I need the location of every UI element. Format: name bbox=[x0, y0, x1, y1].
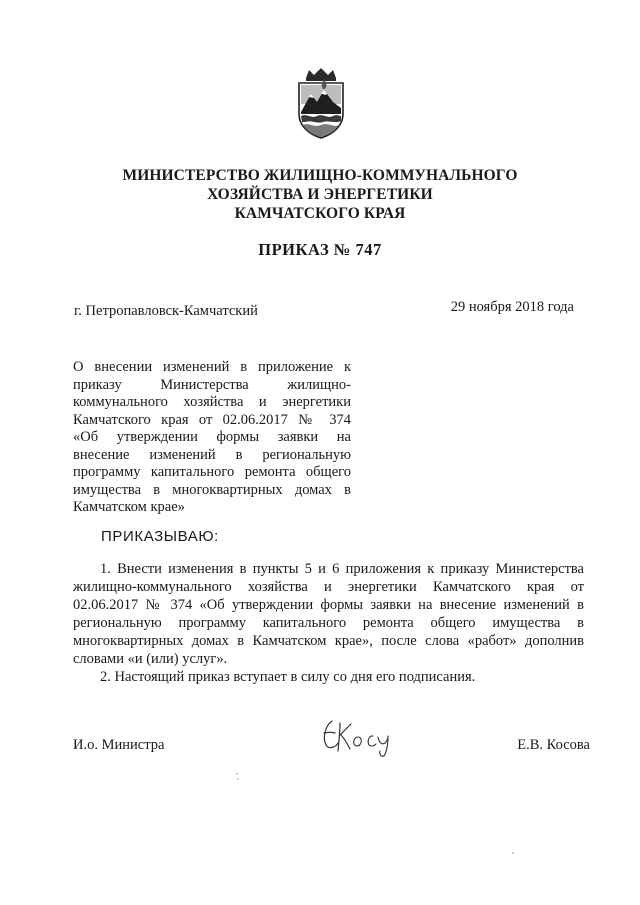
scan-speck bbox=[237, 778, 239, 780]
ministry-name-line: КАМЧАТСКОГО КРАЯ bbox=[234, 205, 406, 222]
subject-line: Камчатском крае» bbox=[73, 499, 185, 515]
kamchatka-coat-of-arms-icon bbox=[289, 68, 353, 140]
order-date: 29 ноября 2018 года bbox=[450, 299, 574, 315]
subject-line: имущества в многоквартирных домах в bbox=[73, 481, 351, 498]
signer-name: Е.В. Косова bbox=[517, 737, 590, 753]
subject-line: О внесении изменений в приложение к bbox=[73, 359, 351, 375]
subject-line: Камчатского края от 02.06.2017 № 374 bbox=[73, 411, 351, 428]
subject-line: «Об утверждении формы заявки на bbox=[73, 429, 351, 445]
ministry-name-line: МИНИСТЕРСТВО ЖИЛИЩНО-КОММУНАЛЬНОГО bbox=[122, 167, 518, 184]
decree-word: ПРИКАЗЫВАЮ: bbox=[101, 528, 219, 545]
ministry-name-line: ХОЗЯЙСТВА И ЭНЕРГЕТИКИ bbox=[207, 186, 433, 203]
order-subject bbox=[73, 359, 351, 517]
subject-line: коммунального хозяйства и энергетики bbox=[73, 394, 351, 410]
body-line: 02.06.2017 № 374 «Об утверждении формы заявки на внесение изменений в bbox=[73, 597, 584, 613]
signer-title: И.о. Министра bbox=[73, 737, 165, 753]
body-line: 1. Внести изменения в пункты 5 и 6 приложения к приказу Министерства bbox=[100, 561, 584, 577]
scan-speck bbox=[236, 773, 238, 775]
body-line: словами «и (или) услуг». bbox=[73, 651, 228, 667]
subject-line: программу капитального ремонта общего bbox=[73, 464, 351, 480]
city: г. Петропавловск-Камчатский bbox=[74, 303, 258, 319]
ministry-name bbox=[60, 166, 580, 223]
handwritten-signature-icon bbox=[318, 713, 398, 757]
order-body bbox=[73, 560, 584, 686]
body-line: жилищно-коммунального хозяйства и энергетики Камчатского края от bbox=[73, 579, 584, 595]
scan-speck bbox=[512, 852, 514, 854]
body-item-2: 2. Настоящий приказ вступает в силу со дня его подписания. bbox=[100, 669, 476, 685]
body-line: многоквартирных домах в Камчатском крае», после слова «работ» дополнив bbox=[73, 633, 584, 649]
subject-line: внесение изменений в региональную bbox=[73, 446, 351, 463]
body-line: региональную программу капитального ремонта общего имущества в bbox=[73, 615, 584, 631]
order-title: ПРИКАЗ № 747 bbox=[258, 240, 382, 259]
subject-line: приказу Министерства жилищно- bbox=[73, 376, 351, 393]
